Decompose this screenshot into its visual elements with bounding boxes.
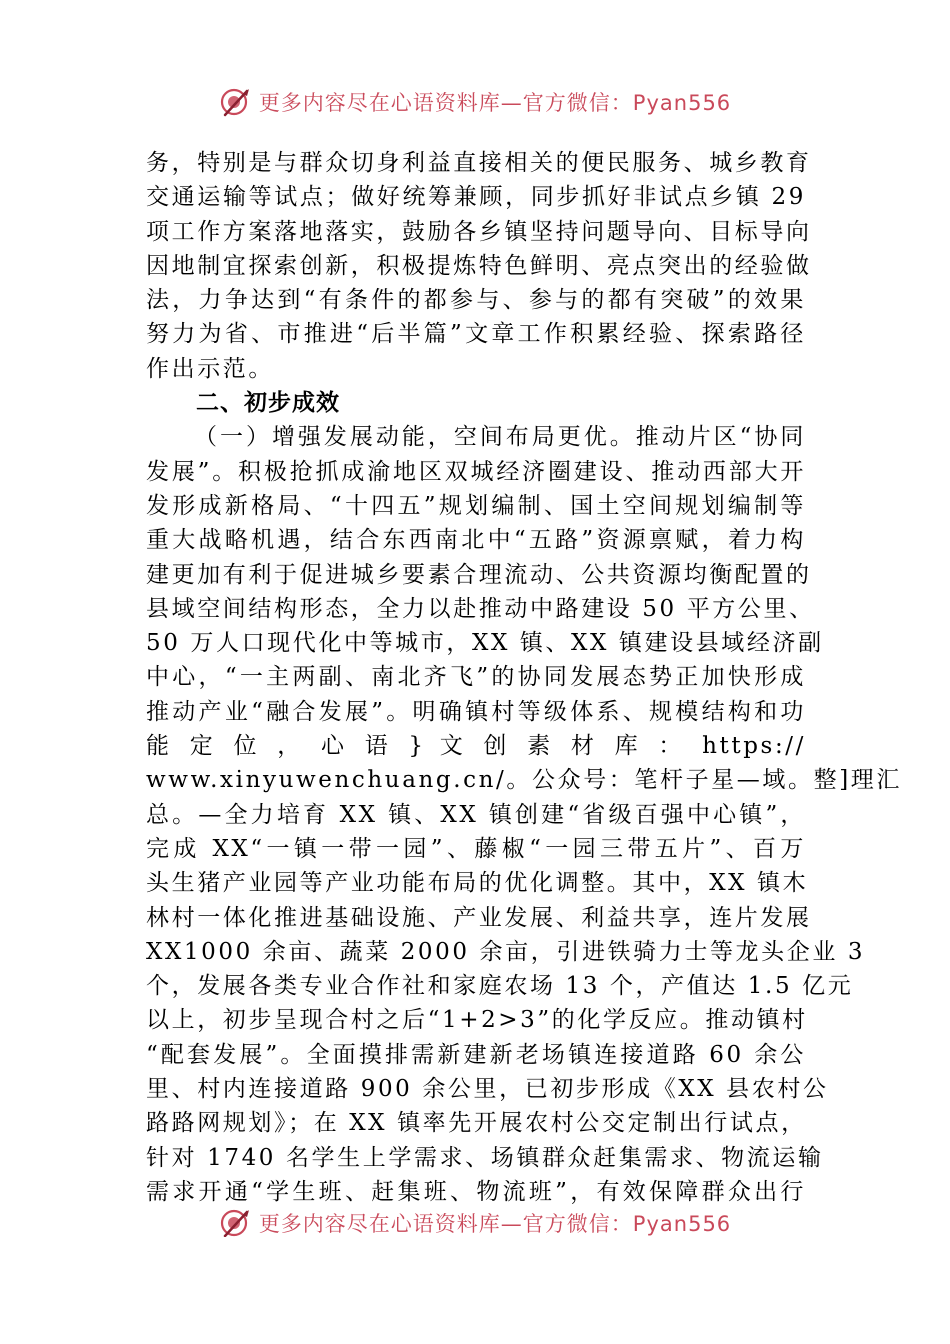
section-line: 50 万人口现代化中等城市，XX 镇、XX 镇建设县域经济副 [146, 630, 824, 657]
body-line: 因地制宜探索创新，积极提炼特色鲜明、亮点突出的经验做 [146, 252, 812, 279]
watermark-banner-bottom [0, 1203, 950, 1237]
body-line: 务，特别是与群众切身利益直接相关的便民服务、城乡教育 [146, 150, 812, 176]
watermark-text: 更多内容尽在心语资料库—官方微信：Pyan556 [258, 1212, 732, 1236]
section-line: 重大战略机遇，结合东西南北中“五路”资源禀赋，着力构 [146, 527, 806, 554]
body-line: 努力为省、市推进“后半篇”文章工作积累经验、探索路径 [146, 321, 806, 348]
section-line: “配套发展”。全面摸排需新建新老场镇连接道路 60 余公 [146, 1041, 806, 1068]
body-line: 项工作方案落地落实，鼓励各乡镇坚持问题导向、目标导向 [146, 218, 812, 245]
section-line: XX1000 余亩、蔬菜 2000 余亩，引进铁骑力士等龙头企业 3 [146, 938, 866, 965]
section-line: 总。—全力培育 XX 镇、XX 镇创建“省级百强中心镇”， [146, 801, 806, 828]
watermark-text: 更多内容尽在心语资料库—官方微信：Pyan556 [258, 91, 732, 115]
section-line: 建更加有利于促进城乡要素合理流动、公共资源均衡配置的 [146, 561, 812, 588]
section-line: 头生猪产业园等产业功能布局的优化调整。其中，XX 镇木 [146, 870, 809, 897]
section-line: 个，发展各类专业合作社和家庭农场 13 个，产值达 1.5 亿元 [146, 973, 854, 1000]
pen-logo-icon [219, 1206, 253, 1237]
section-line: www.xinyuwenchuang.cn/。公众号：笔杆子星—域。整]理汇 [146, 767, 902, 794]
section-line: 以上，初步呈现合村之后“1+2>3”的化学反应。推动镇村 [146, 1007, 808, 1034]
body-line: 交通运输等试点；做好统筹兼顾，同步抓好非试点乡镇 29 [146, 184, 806, 211]
section-line: 路路网规划》；在 XX 镇率先开展农村公交定制出行试点， [146, 1110, 807, 1137]
pen-logo-icon [219, 85, 253, 119]
section-line: 推动产业“融合发展”。明确镇村等级体系、规模结构和功 [146, 698, 806, 725]
section-line: 中心，“一主两副、南北齐飞”的协同发展态势正加快形成 [146, 664, 806, 691]
section-line: 发展”。积极抢抓成渝地区双城经济圈建设、推动西部大开 [146, 458, 806, 485]
watermark-banner-top [0, 82, 950, 122]
body-line: 作出示范。 [146, 355, 274, 382]
section-line: 完成 XX“一镇一带一园”、藤椒“一园三带五片”、百万 [146, 835, 806, 862]
section-line: 针对 1740 名学生上学需求、场镇群众赶集需求、物流运输 [146, 1144, 824, 1171]
section-heading: 二、初步成效 [196, 390, 340, 417]
document-body [146, 146, 902, 1209]
section-line: 能 定 位 ， 心 语 } 文 创 素 材 库 ： https:// [146, 733, 806, 760]
section-line: 需求开通“学生班、赶集班、物流班”，有效保障群众出行 [146, 1178, 806, 1205]
section-line: 里、村内连接道路 900 余公里，已初步形成《XX 县农村公 [146, 1076, 829, 1103]
section-line: （一）增强发展动能，空间布局更优。推动片区“协同 [194, 424, 806, 451]
body-line: 法，力争达到“有条件的都参与、参与的都有突破”的效果 [146, 287, 806, 314]
section-line: 林村一体化推进基础设施、产业发展、利益共享，连片发展 [146, 904, 812, 931]
section-line: 县域空间结构形态，全力以赴推动中路建设 50 平方公里、 [146, 595, 815, 622]
section-line: 发形成新格局、“十四五”规划编制、国土空间规划编制等 [146, 492, 806, 519]
